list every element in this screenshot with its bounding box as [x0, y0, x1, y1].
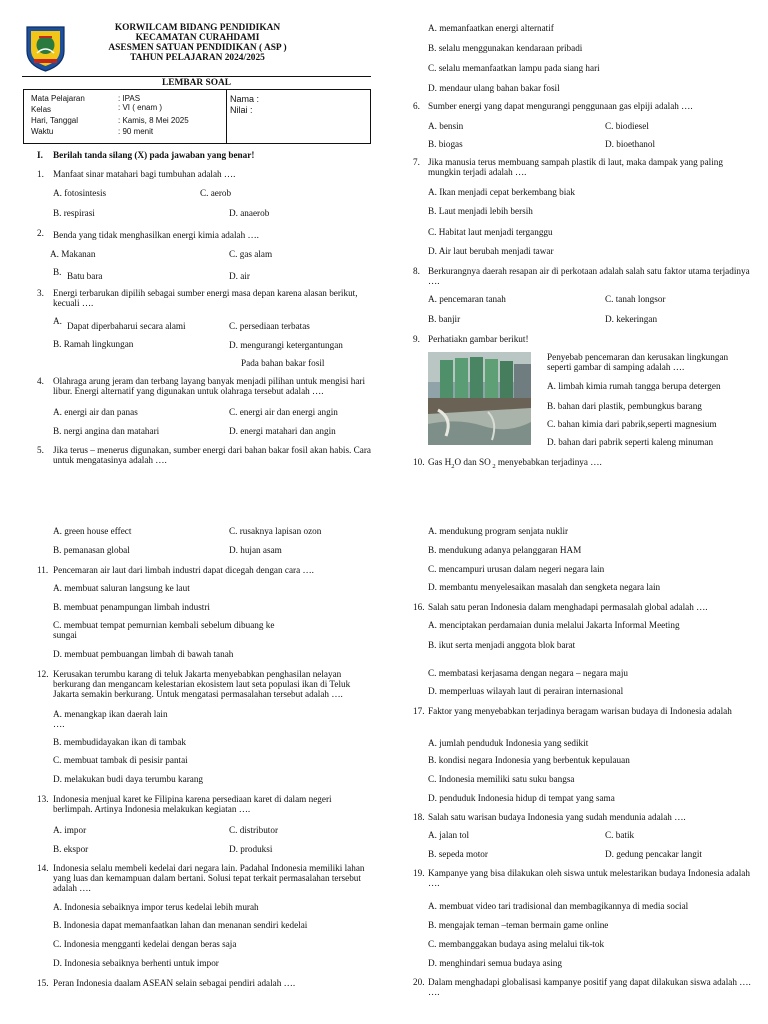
- mapel-value: : IPAS: [118, 94, 141, 103]
- q3-option-b: B. Ramah lingkungan: [53, 339, 134, 349]
- q19-option-b: B. mengajak teman –teman bermain game online: [428, 920, 609, 930]
- q2-option-d: D. air: [229, 271, 250, 281]
- q3-option-a: Dapat diperbaharui secara alami: [67, 321, 186, 331]
- q10-subscript-2: 2: [490, 462, 496, 470]
- hari-label: Hari, Tanggal: [31, 116, 78, 125]
- q19-number: 19.: [413, 868, 425, 878]
- kelas-value: : VI ( enam ): [118, 103, 163, 112]
- header-line-4: TAHUN PELAJARAN 2024/2025: [130, 53, 265, 63]
- q4-option-d: D. energi matahari dan angin: [229, 426, 336, 436]
- q13-option-c: C. distributor: [229, 825, 279, 835]
- q9-option-d: D. bahan dari pabrik seperti kaleng minuman: [547, 437, 714, 447]
- q9-side-text: Penyebab pencemaran dan kerusakan lingkungan seperti gambar di samping adalah ….: [547, 352, 729, 372]
- q12-option-c: C. membuat tambak di pesisir pantai: [53, 755, 188, 765]
- q20-text: Dalam menghadapi globalisasi kampanye positif yang dapat dilakukan siswa adalah ….: [428, 977, 751, 987]
- q17-text: Faktor yang menyebabkan terjadinya beragam warisan budaya di Indonesia adalah: [428, 706, 732, 716]
- q16-text: Salah satu peran Indonesia dalam menghadapi permasalah global adalah ….: [428, 602, 708, 612]
- q7-option-d: D. Air laut berubah menjadi tawar: [428, 246, 554, 256]
- q7-option-a: A. Ikan menjadi cepat berkembang biak: [428, 187, 575, 197]
- q15-option-a: A. mendukung program senjata nuklir: [428, 526, 569, 536]
- q5-option-a: A. memanfaatkan energi alternatif: [428, 23, 554, 33]
- q1-option-a: A. fotosintesis: [53, 188, 107, 198]
- q1-option-b: B. respirasi: [53, 208, 95, 218]
- q5-option-b: B. selalu menggunakan kendaraan pribadi: [428, 43, 583, 53]
- q19-text: Kampanye yang bisa dilakukan oleh siswa untuk melestarikan budaya Indonesia adalah ….: [428, 868, 750, 888]
- q10-text-mid: O dan SO: [454, 457, 491, 467]
- q20-text-continued: ….: [428, 987, 440, 997]
- q3-option-d-continued: Pada bahan bakar fosil: [241, 358, 325, 368]
- q6-number: 6.: [413, 101, 420, 111]
- q3-text: Energi terbarukan dipilih sebagai sumber energi masa depan karena alasan berikut, kecuali ….: [53, 288, 358, 308]
- q1-option-d: D. anaerob: [229, 208, 270, 218]
- header-line-2: KECAMATAN CURAHDAMI: [135, 33, 260, 43]
- q16-option-d: D. memperluas wilayah laut di perairan internasional: [428, 686, 624, 696]
- q11-option-b: B. membuat penampungan limbah industri: [53, 602, 210, 612]
- q12-option-d: D. melakukan budi daya terumbu karang: [53, 774, 204, 784]
- q3-number: 3.: [37, 288, 44, 298]
- q18-option-b: B. sepeda motor: [428, 849, 488, 859]
- q10-text-post: menyebabkan terjadinya ….: [495, 457, 602, 467]
- q20-number: 20.: [413, 977, 425, 987]
- q15-option-c: C. mencampuri urusan dalam negeri negara lain: [428, 564, 605, 574]
- q11-option-d: D. membuat pembuangan limbah di bawah tanah: [53, 649, 234, 659]
- q18-option-a: A. jalan tol: [428, 830, 470, 840]
- q2-option-b: Batu bara: [67, 271, 103, 281]
- school-district-logo: [24, 23, 67, 73]
- q13-option-a: A. impor: [53, 825, 87, 835]
- q8-text: Berkurangnya daerah resapan air di perkotaan adalah salah satu faktor utama terjadinya ….: [428, 266, 750, 286]
- q4-option-c: C. energi air dan energi angin: [229, 407, 338, 417]
- q12-option-a: A. menangkap ikan daerah lain: [53, 709, 168, 719]
- q14-option-a: A. Indonesia sebaiknya impor terus kedelai lebih murah: [53, 902, 259, 912]
- q19-option-d: D. menghindari semua budaya asing: [428, 958, 562, 968]
- q2-option-a: A. Makanan: [50, 249, 96, 259]
- q9-number: 9.: [413, 334, 420, 344]
- industrial-pollution-photo: [428, 352, 531, 445]
- waktu-value: : 90 menit: [118, 127, 154, 136]
- q17-option-b: B. kondisi negara Indonesia yang berbentuk kepulauan: [428, 755, 630, 765]
- q8-option-c: C. tanah longsor: [605, 294, 666, 304]
- q4-text: Olahraga arung jeram dan terbang layang banyak menjadi pilihan untuk mengisi hari libur. Energi alternatif yang digunakan untuk olahraga tersebut adalah ….: [53, 376, 366, 396]
- q7-option-b: B. Laut menjadi lebih bersih: [428, 206, 533, 216]
- q3-option-a-letter: A.: [53, 316, 62, 326]
- section-numeral: I.: [37, 150, 43, 160]
- section-instruction: Berilah tanda silang (X) pada jawaban yang benar!: [53, 150, 255, 160]
- q18-number: 18.: [413, 812, 425, 822]
- q16-option-c: C. membatasi kerjasama dengan negara – negara maju: [428, 668, 628, 678]
- q5-number: 5.: [37, 445, 44, 455]
- q11-option-a: A. membuat saluran langsung ke laut: [53, 583, 190, 593]
- q18-text: Salah satu warisan budaya Indonesia yang sudah mendunia adalah ….: [428, 812, 686, 822]
- q18-option-c: C. batik: [605, 830, 635, 840]
- q17-option-a: A. jumlah penduduk Indonesia yang sedikit: [428, 738, 589, 748]
- q19-option-a: A. membuat video tari tradisional dan membagikannya di media social: [428, 901, 689, 911]
- q8-option-b: B. banjir: [428, 314, 461, 324]
- q5-option-d: D. mendaur ulang bahan bakar fosil: [428, 83, 560, 93]
- q1-number: 1.: [37, 169, 44, 179]
- q8-number: 8.: [413, 266, 420, 276]
- q8-option-a: A. pencemaran tanah: [428, 294, 506, 304]
- q15-number: 15.: [37, 978, 49, 988]
- q10-text-pre: Gas H: [428, 457, 452, 467]
- q10-option-d: D. hujan asam: [229, 545, 282, 555]
- q9-option-b: B. bahan dari plastik, pembungkus barang: [547, 401, 702, 411]
- q14-option-b: B. Indonesia dapat memanfaatkan lahan dan menanan sendiri kedelai: [53, 920, 308, 930]
- q16-option-b: B. ikut serta menjadi anggota blok barat: [428, 640, 576, 650]
- q9-text: Perhatiakn gambar berikut!: [428, 334, 529, 344]
- q10-text: [428, 457, 602, 470]
- q18-option-d: D. gedung pencakar langit: [605, 849, 702, 859]
- q11-text: Pencemaran air laut dari limbah industri dapat dicegah dengan cara ….: [53, 565, 314, 575]
- q2-option-c: C. gas alam: [229, 249, 273, 259]
- q4-option-b: B. nergi angina dan matahari: [53, 426, 160, 436]
- q2-number: 2.: [37, 228, 44, 238]
- waktu-label: Waktu: [31, 127, 54, 136]
- q5-text: Jika terus – menerus digunakan, sumber energi dari bahan bakar fosil akan habis. Cara untuk mengatasinya adalah ….: [53, 445, 371, 465]
- q16-number: 16.: [413, 602, 425, 612]
- q14-text: Indonesia selalu membeli kedelai dari negara lain. Padahal Indonesia memiliki lahan yang luas dan kemampuan dalam bertani. Solusi tepat terkait permasalahan tersebut adalah ….: [53, 863, 365, 893]
- q1-text: Manfaat sinar matahari bagi tumbuhan adalah ….: [53, 169, 236, 179]
- q7-text: Jika manusia terus membuang sampah plastik di laut, maka dampak yang paling mungkin terjadi adalah ….: [428, 157, 723, 177]
- q15-option-d: D. membantu menyelesaikan masalah dan sengketa negara lain: [428, 582, 661, 592]
- q4-number: 4.: [37, 376, 44, 386]
- q17-number: 17.: [413, 706, 425, 716]
- q14-option-d: D. Indonesia sebaiknya berhenti untuk impor: [53, 958, 219, 968]
- q12-option-b: B. membudidayakan ikan di tambak: [53, 737, 186, 747]
- nilai-label: Nilai :: [230, 105, 253, 115]
- q14-option-c: C. Indonesia mengganti kedelai dengan beras saja: [53, 939, 237, 949]
- q13-number: 13.: [37, 794, 49, 804]
- q19-option-c: C. membanggakan budaya asing melalui tik-tok: [428, 939, 605, 949]
- q5-option-c: C. selalu memanfaatkan lampu pada siang hari: [428, 63, 600, 73]
- q13-text: Indonesia menjual karet ke Filipina karena persediaan karet di dalam negeri berlimpah. Artinya Indonesia melakukan kegiatan ….: [53, 794, 332, 814]
- q10-option-c: C. rusaknya lapisan ozon: [229, 526, 322, 536]
- q15-option-b: B. mendukung adanya pelanggaran HAM: [428, 545, 582, 555]
- q4-option-a: A. energi air dan panas: [53, 407, 138, 417]
- q9-option-c: C. bahan kimia dari pabrik,seperti magnesium: [547, 419, 717, 429]
- q14-number: 14.: [37, 863, 49, 873]
- q10-option-a: A. green house effect: [53, 526, 132, 536]
- q15-text: Peran Indonesia daalam ASEAN selain sebagai pendiri adalah ….: [53, 978, 296, 988]
- sheet-title: LEMBAR SOAL: [161, 78, 232, 88]
- mapel-label: Mata Pelajaran: [31, 94, 85, 103]
- q17-option-d: D. penduduk Indonesia hidup di tempat yang sama: [428, 793, 615, 803]
- q6-option-a: A. bensin: [428, 121, 464, 131]
- header-line-3: ASESMEN SATUAN PENDIDIKAN ( ASP ): [108, 43, 287, 53]
- q7-option-c: C. Habitat laut menjadi terganggu: [428, 227, 553, 237]
- q1-option-c: C. aerob: [200, 188, 232, 198]
- q3-option-c: C. persediaan terbatas: [229, 321, 310, 331]
- q12-text: Kerusakan terumbu karang di teluk Jakarta menyebabkan penghasilan nelayan berkurang dan mengancam kelestarian ekosistem laut seta populasi ikan di Teluk Jakarta semakin berkurang. Untuk mengatasi permasalahan tersebut adalah ….: [53, 669, 351, 699]
- q10-subscript-1: 2: [451, 462, 455, 470]
- q8-option-d: D. kekeringan: [605, 314, 658, 324]
- q9-option-a: A. limbah kimia rumah tangga berupa detergen: [547, 381, 721, 391]
- q11-option-c: C. membuat tempat pemurnian kembali sebelum dibuang ke sungai: [53, 620, 275, 640]
- q12-number: 12.: [37, 669, 49, 679]
- q6-option-d: D. bioethanol: [605, 139, 656, 149]
- q6-option-b: B. biogas: [428, 139, 463, 149]
- q17-option-c: C. Indonesia memiliki satu suku bangsa: [428, 774, 575, 784]
- q2-option-b-letter: B.: [53, 267, 62, 277]
- q16-option-a: A. menciptakan perdamaian dunia melalui Jakarta Informal Meeting: [428, 620, 680, 630]
- q2-text: Benda yang tidak menghasilkan energi kimia adalah ….: [53, 230, 259, 240]
- header-line-1: KORWILCAM BIDANG PENDIDIKAN: [114, 23, 281, 33]
- q13-option-d: D. produksi: [229, 844, 273, 854]
- nama-label: Nama :: [230, 94, 260, 104]
- header-divider: [22, 76, 371, 77]
- q10-option-b: B. pemanasan global: [53, 545, 130, 555]
- q12-option-a-continued: ….: [53, 719, 65, 729]
- q10-number: 10.: [413, 457, 425, 467]
- kelas-label: Kelas: [31, 105, 52, 114]
- q13-option-b: B. ekspor: [53, 844, 89, 854]
- q6-option-c: C. biodiesel: [605, 121, 649, 131]
- q3-option-d: D. mengurangi ketergantungan: [229, 340, 343, 350]
- hari-value: : Kamis, 8 Mei 2025: [118, 116, 189, 125]
- info-box-divider: [226, 90, 227, 143]
- q6-text: Sumber energi yang dapat mengurangi penggunaan gas elpiji adalah ….: [428, 101, 693, 111]
- q7-number: 7.: [413, 157, 420, 167]
- q11-number: 11.: [37, 565, 49, 575]
